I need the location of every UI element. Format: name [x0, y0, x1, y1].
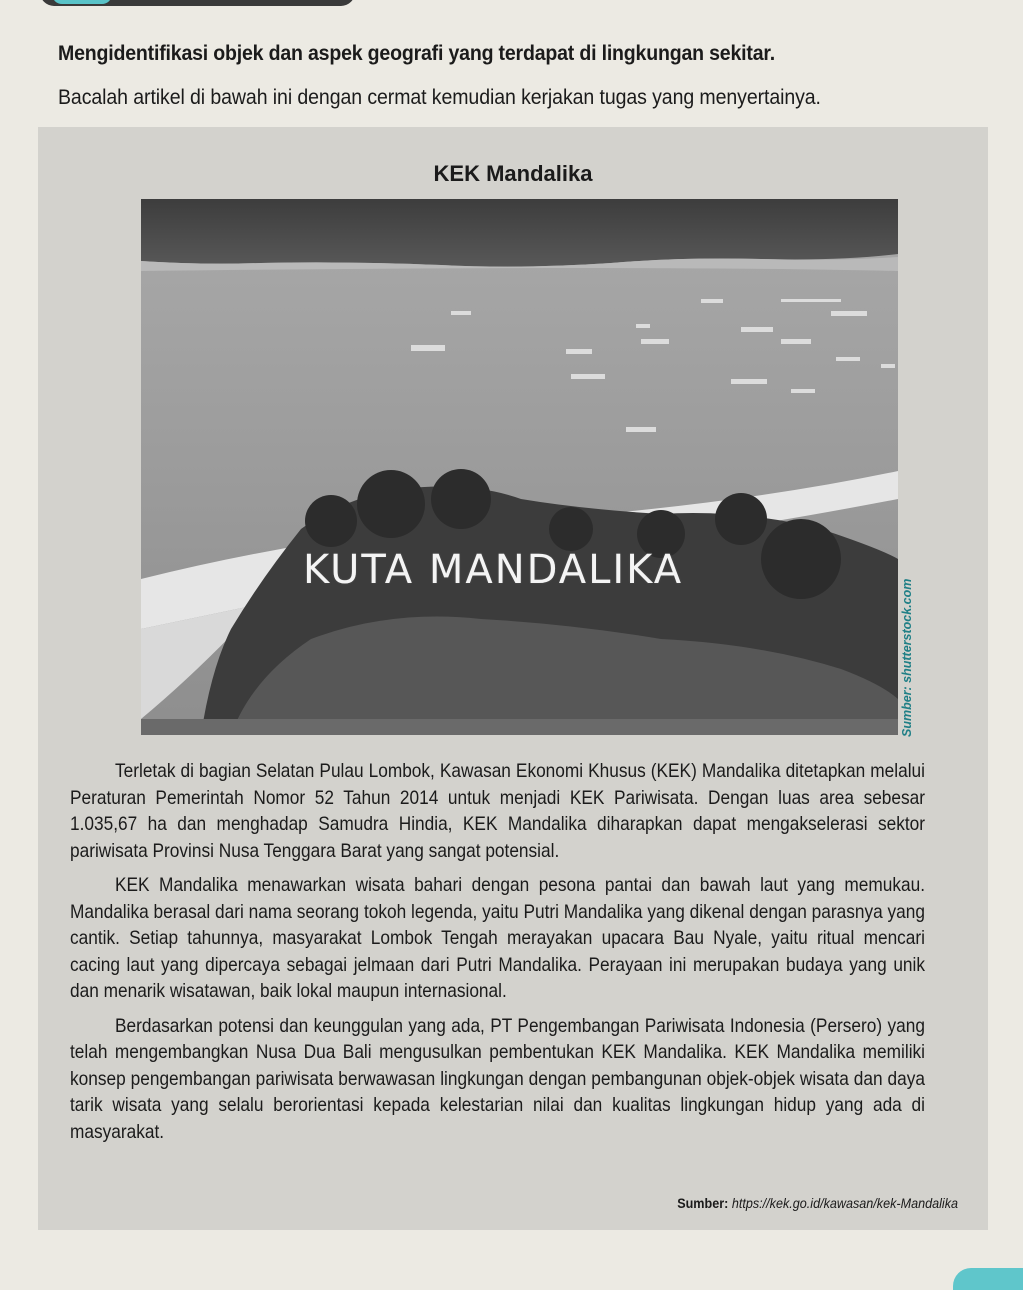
article-body	[70, 759, 925, 1154]
article-source	[677, 1195, 958, 1211]
article-panel	[38, 127, 988, 1230]
source-url[interactable]: https://kek.go.id/kawasan/kek-Mandalika	[731, 1195, 958, 1211]
activity-instruction: Bacalah artikel di bawah ini dengan cermat kemudian kerjakan tugas yang menyertainya.	[58, 86, 821, 109]
article-photo	[141, 199, 898, 735]
activity-heading: Mengidentifikasi objek dan aspek geografi yang terdapat di lingkungan sekitar.	[58, 42, 775, 65]
photo-sign-text: KUTA MANDALIKA	[303, 547, 684, 593]
article-title: KEK Mandalika	[433, 161, 593, 186]
photo-credit	[900, 577, 920, 737]
source-label: Sumber:	[677, 1195, 729, 1211]
top-tab-accent	[52, 0, 112, 4]
article-paragraph-3: Berdasarkan potensi dan keunggulan yang ada, PT Pengembangan Pariwisata Indonesia (Persero) yang telah mengembangkan Nusa Dua Bali mengusulkan pembentukan KEK Mandalika. KEK Mandalika memiliki konsep pengembangan pariwisata berwawasan lingkungan dengan pembangunan objek-objek wisata dan daya tarik wisata yang selalu berorientasi kepada kelestarian nilai dan kualitas lingkungan hidup yang ada di masyarakat.	[70, 1015, 925, 1143]
corner-accent-decoration	[953, 1268, 1023, 1290]
article-paragraph-2: KEK Mandalika menawarkan wisata bahari dengan pesona pantai dan bawah laut yang memukau. Mandalika berasal dari nama seorang tokoh legenda, yaitu Putri Mandalika yang dikenal dengan parasnya yang cantik. Setiap tahunnya, masyarakat Lombok Tengah merayakan upacara Bau Nyale, yaitu ritual mencari cacing laut yang dipercaya sebagai jelmaan dari Putri Mandalika. Perayaan ini merupakan budaya yang unik dan menarik wisatawan, baik lokal maupun internasional.	[70, 875, 925, 1002]
photo-credit-text: Sumber: shutterstock.com	[900, 578, 914, 737]
article-paragraph-1: Terletak di bagian Selatan Pulau Lombok, Kawasan Ekonomi Khusus (KEK) Mandalika ditetapkan melalui Peraturan Pemerintah Nomor 52 Tahun 2014 untuk menjadi KEK Pariwisata. Dengan luas area sebesar 1.035,67 ha dan menghadap Samudra Hindia, KEK Mandalika diharapkan dapat mengakselerasi sektor pariwisata Provinsi Nusa Tenggara Barat yang sangat potensial.	[70, 761, 925, 862]
